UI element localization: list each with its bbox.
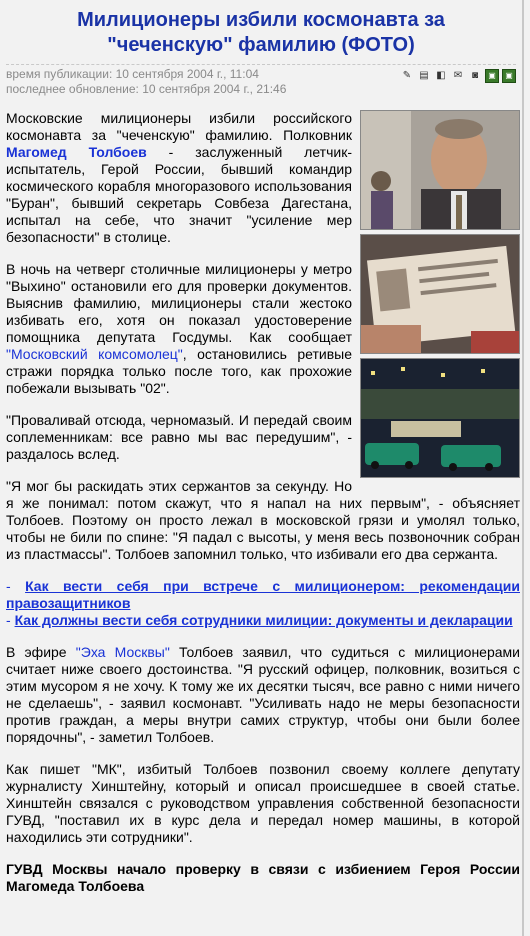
related-links: - Как вести себя при встрече с милиционером: рекомендации правозащитников - Как должны вести себя сотрудники милиции: документы и декларации bbox=[6, 578, 520, 628]
paragraph-2: В ночь на четверг столичные милиционеры у метро "Выхино" остановили его для проверки документов. Выяснив фамилию, милиционеры стали жестоко избивать его, хотя он показал удостоверение помощника депутата Госдумы. Как сообщает "Московский комсомолец", остановились ретивые стражи порядка только после того, как прохожие побежали вызывать "02". bbox=[6, 261, 352, 396]
updated-time: последнее обновление: 10 сентября 2004 г., 21:46 bbox=[6, 82, 287, 96]
save-icon[interactable]: ◧ bbox=[436, 70, 446, 81]
paragraph-4: "Я мог бы раскидать этих сержантов за секунду. Но я же понимал: потом скажут, что я напал на них первым", - объясняет Толбоев. Поэтому он просто лежал в московской грязи и умолял только, чтобы не били по спине: "Я падал с высоты, у меня весь позвоночник собран из пластмассы". Толбоев запомнил только, что избивали его два сержанта. bbox=[6, 478, 520, 562]
photo-column bbox=[360, 110, 520, 482]
pencil-icon[interactable]: ✎ bbox=[402, 70, 412, 81]
photo-id-card[interactable] bbox=[360, 234, 520, 354]
paragraph-1: Московские милиционеры избили российского космонавта за "чеченскую" фамилию. Полковник Магомед Толбоев - заслуженный летчик-испытатель, Герой России, бывший командир космического корабля многоразового использования "Буран", бывший секретарь Совбеза Дагестана, испытал на себе, что значит "усиление мер безопасности" в столице. bbox=[6, 110, 352, 245]
toolbar bbox=[400, 69, 516, 83]
paragraph-6: Как пишет "МК", избитый Толбоев позвонил своему коллеге депутату журналисту Хинштейну, который и описал происшедшее в своей статье. Хинштейн связался с руководством управления собственной безопасности ГУВД, "поставил их в курс дела и передал номер машины, в которой находились эти сотрудники". bbox=[6, 761, 520, 845]
related-link-police-conduct[interactable]: Как должны вести себя сотрудники милиции: документы и декларации bbox=[14, 612, 513, 628]
tv-green-icon-2[interactable]: ▣ bbox=[502, 69, 516, 83]
link-mk[interactable]: "Московский комсомолец" bbox=[6, 346, 183, 362]
meta-row bbox=[6, 64, 516, 97]
photo-metro-station[interactable] bbox=[360, 358, 520, 478]
photo-cosmonaut[interactable] bbox=[360, 110, 520, 230]
paragraph-5: В эфире "Эха Москвы" Толбоев заявил, что судиться с милиционерами считает ниже своего достоинства. "Я русский офицер, полковник, возиться с этим мусором я не хочу. К тому же их десятки тысяч, все равно с ними ничего не сделаешь", - заявил космонавт. "Усиливать надо не меры безопасности против граждан, а меры внутри самих структур, чтобы они были более порядочны", - заметил Толбоев. bbox=[6, 644, 520, 745]
tv-green-icon[interactable]: ▣ bbox=[485, 69, 499, 83]
related-link-police-encounter[interactable]: Как вести себя при встрече с милиционером: рекомендации правозащитников bbox=[6, 578, 520, 611]
article-body bbox=[6, 110, 520, 910]
print-icon[interactable]: ▤ bbox=[419, 70, 429, 81]
paragraph-7-heading: ГУВД Москвы начало проверку в связи с избиением Героя России Магомеда Толбоева bbox=[6, 861, 520, 894]
article-title: Милиционеры избили космонавта за "чеченскую" фамилию (ФОТО) bbox=[77, 9, 445, 56]
photo-icon[interactable]: ◙ bbox=[471, 70, 479, 81]
paragraph-3: "Проваливай отсюда, черномазый. И передай своим соплеменникам: все равно мы вас передушим", - раздалось вслед. bbox=[6, 412, 352, 462]
link-tolboev[interactable]: Магомед Толбоев bbox=[6, 144, 147, 160]
published-time: время публикации: 10 сентября 2004 г., 11:04 bbox=[6, 67, 259, 81]
mail-icon[interactable]: ✉ bbox=[453, 70, 463, 81]
link-echo-moskvy[interactable]: "Эха Москвы" bbox=[75, 644, 170, 660]
